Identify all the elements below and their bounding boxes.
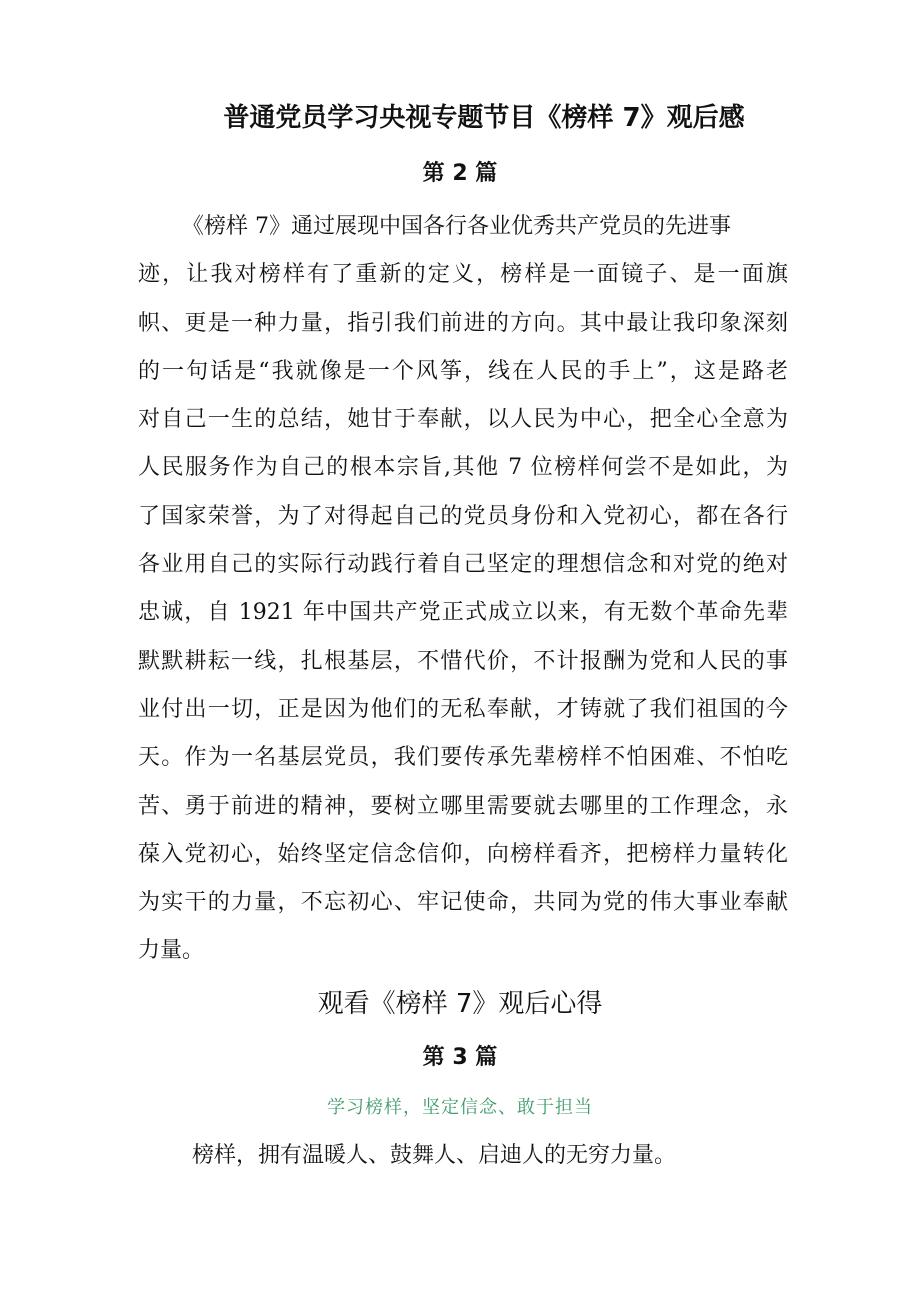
body-line: 力量。 (138, 938, 205, 964)
body-line: 的一句话是“我就像是一个风筝，线在人民的手上”，这是路老 (138, 358, 788, 384)
body-line: 各业用自己的实际行动践行着自己坚定的理想信念和对党的绝对 (138, 552, 788, 578)
body-line: 迹，让我对榜样有了重新的定义，榜样是一面镜子、是一面旗 (138, 262, 788, 288)
body-line: 业付出一切，正是因为他们的无私奉献，才铸就了我们祖国的今 (138, 696, 788, 722)
body-line: 对自己一生的总结，她甘于奉献，以人民为中心，把全心全意为 (138, 407, 788, 433)
article-title: 普通党员学习央视专题节目《榜样 7》观后感 (223, 103, 745, 133)
green-heading: 学习榜样，坚定信念、敢于担当 (327, 1097, 593, 1118)
body-line: 苦、勇于前进的精神，要树立哪里需要就去哪里的工作理念，永 (138, 793, 788, 819)
body-line: 天。作为一名基层党员，我们要传承先辈榜样不怕困难、不怕吃 (138, 745, 788, 771)
article-subtitle: 第 2 篇 (422, 161, 498, 186)
second-article-subtitle: 第 3 篇 (422, 1045, 498, 1070)
second-article-first-line: 榜样，拥有温暖人、鼓舞人、启迪人的无穷力量。 (192, 1143, 677, 1168)
body-line: 帜、更是一种力量，指引我们前进的方向。其中最让我印象深刻 (138, 310, 788, 336)
body-line: 《榜样 7》通过展现中国各行各业优秀共产党员的先进事 (182, 214, 731, 239)
second-article-title: 观看《榜样 7》观后心得 (317, 989, 603, 1019)
body-line: 为实干的力量，不忘初心、牢记使命，共同为党的伟大事业奉献 (138, 890, 788, 916)
body-line: 忠诚，自 1921 年中国共产党正式成立以来，有无数个革命先辈 (138, 600, 788, 626)
body-line: 默默耕耘一线，扎根基层，不惜代价，不计报酬为党和人民的事 (138, 648, 788, 674)
body-line: 了国家荣誉，为了对得起自己的党员身份和入党初心，都在各行 (138, 503, 788, 529)
body-line: 人民服务作为自己的根本宗旨,其他 7 位榜样何尝不是如此，为 (138, 455, 788, 481)
body-line: 葆入党初心，始终坚定信念信仰，向榜样看齐，把榜样力量转化 (138, 841, 788, 867)
article-body (138, 203, 788, 976)
